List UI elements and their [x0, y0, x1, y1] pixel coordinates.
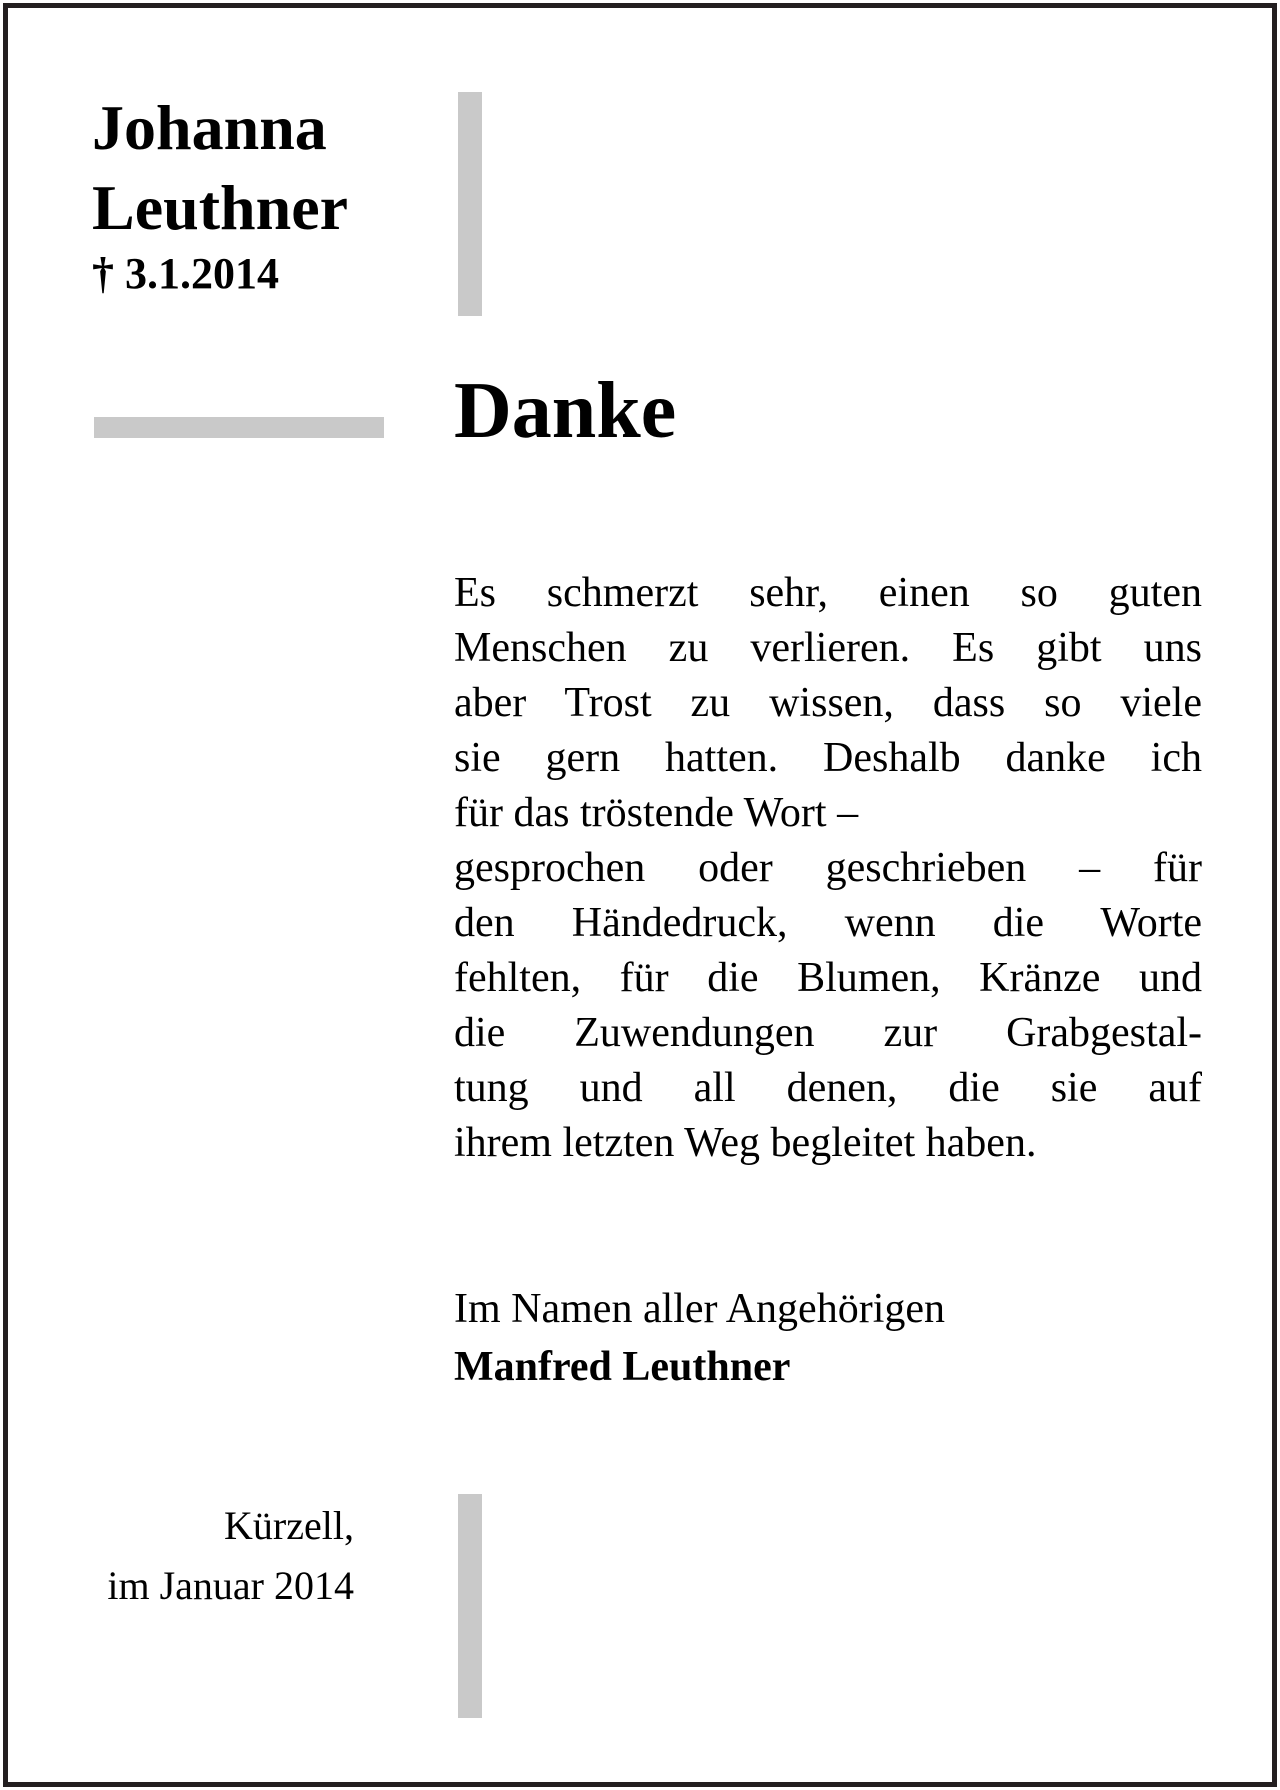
body-line: die Zuwendungen zur Grabgestal- [454, 1010, 1202, 1056]
heading-danke: Danke [454, 367, 677, 455]
closing-block [454, 1280, 945, 1396]
body-line: fehlten, für die Blumen, Kränze und [454, 955, 1202, 1001]
signer-name: Manfred Leuthner [454, 1344, 791, 1390]
place-town: Kürzell, [224, 1503, 354, 1548]
decorative-bar-vertical-bottom [458, 1494, 482, 1718]
body-line: sie gern hatten. Deshalb danke ich [454, 735, 1202, 781]
body-line: für das tröstende Wort – [454, 790, 859, 836]
deceased-first-name: Johanna [92, 92, 327, 163]
closing-line: Im Namen aller Angehörigen [454, 1286, 945, 1332]
death-date: † 3.1.2014 [92, 249, 279, 298]
place-and-date [107, 1496, 354, 1616]
place-date: im Januar 2014 [107, 1563, 354, 1608]
thank-you-text [454, 566, 1202, 1171]
decorative-bar-horizontal [94, 417, 384, 438]
notice-frame [3, 3, 1277, 1787]
body-line: ihrem letzten Weg begleitet haben. [454, 1120, 1037, 1166]
body-line: Es schmerzt sehr, einen so guten [454, 570, 1202, 616]
body-line: den Händedruck, wenn die Worte [454, 900, 1202, 946]
deceased-last-name: Leuthner [92, 172, 348, 243]
body-line: Menschen zu verlieren. Es gibt uns [454, 625, 1202, 671]
decorative-bar-vertical-top [458, 92, 482, 316]
body-line: gesprochen oder geschrieben – für [454, 845, 1202, 891]
body-line: tung und all denen, die sie auf [454, 1065, 1202, 1111]
body-line: aber Trost zu wissen, dass so viele [454, 680, 1202, 726]
deceased-name [92, 88, 348, 248]
